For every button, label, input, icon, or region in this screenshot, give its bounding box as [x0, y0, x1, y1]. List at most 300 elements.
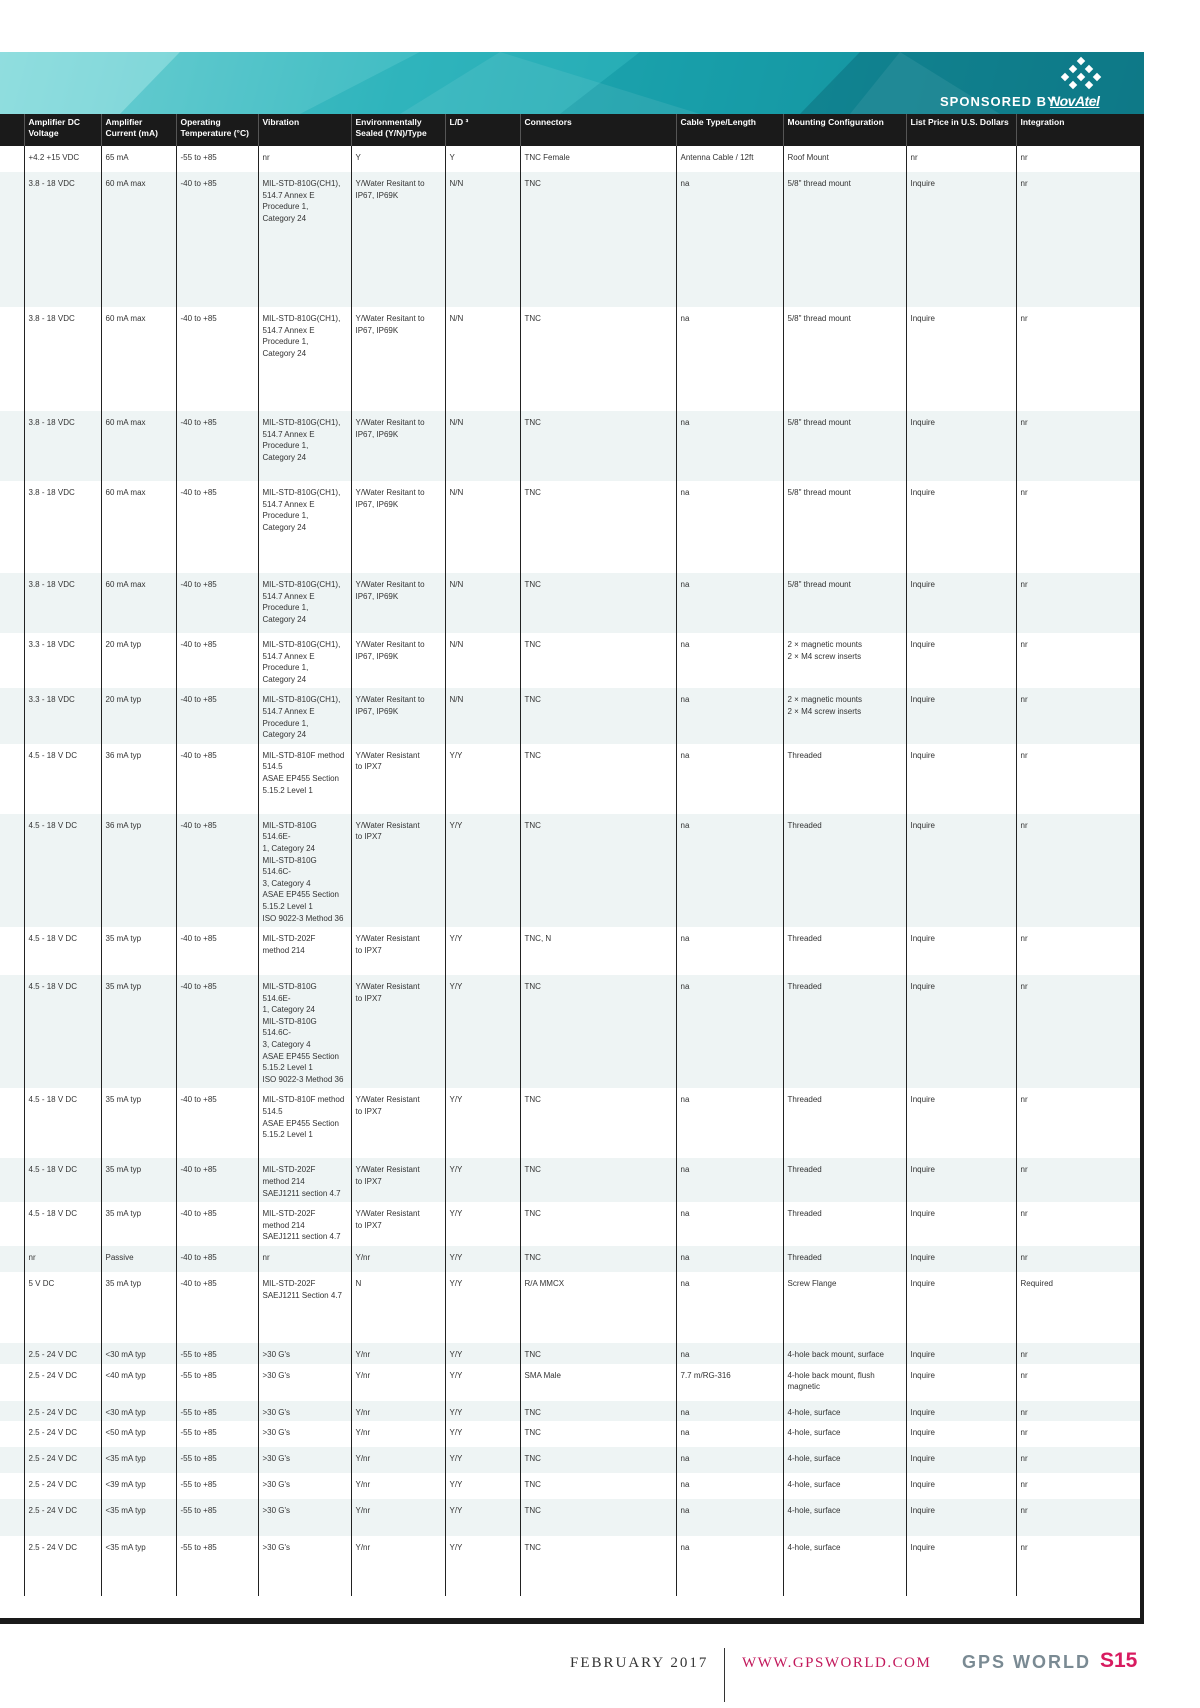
table-cell: Y/Water Resistant to IPX7 — [351, 927, 445, 975]
table-cell — [0, 172, 24, 307]
table-cell: Y/nr — [351, 1536, 445, 1596]
table-row — [0, 1364, 1140, 1401]
table-cell: Y/Water Resitant to IP67, IP69K — [351, 633, 445, 688]
table-cell: Threaded — [783, 927, 906, 975]
table-cell: MIL-STD-810G(CH1), 514.7 Annex E Procedure 1, Category 24 — [258, 688, 351, 743]
table-cell: -40 to +85 — [176, 814, 258, 927]
table-cell: 65 mA — [101, 146, 176, 172]
table-cell: nr — [1016, 1364, 1140, 1401]
table-cell: 4-hole, surface — [783, 1499, 906, 1536]
table-cell: 3.8 - 18 VDC — [24, 481, 101, 573]
table-cell: TNC — [520, 1536, 676, 1596]
table-cell: N/N — [445, 633, 520, 688]
table-cell: Threaded — [783, 1246, 906, 1272]
table-cell: Y/Y — [445, 975, 520, 1088]
table-cell: nr — [1016, 1401, 1140, 1422]
table-cell: Y/nr — [351, 1343, 445, 1364]
table-row — [0, 1343, 1140, 1364]
table-cell: -40 to +85 — [176, 927, 258, 975]
table-cell: TNC — [520, 1246, 676, 1272]
table-cell: 2.5 - 24 V DC — [24, 1473, 101, 1499]
table-cell: 4-hole, surface — [783, 1536, 906, 1596]
table-cell: MIL-STD-810G(CH1), 514.7 Annex E Procedure 1, Category 24 — [258, 481, 351, 573]
table-cell: >30 G's — [258, 1421, 351, 1447]
table-cell: nr — [1016, 146, 1140, 172]
table-cell: 5/8" thread mount — [783, 172, 906, 307]
table-cell: Inquire — [906, 688, 1016, 743]
table-cell: Y/Y — [445, 744, 520, 814]
table-cell: Y/nr — [351, 1401, 445, 1422]
table-cell: nr — [1016, 1088, 1140, 1158]
table-cell: N/N — [445, 688, 520, 743]
table-cell: MIL-STD-202F method 214 — [258, 927, 351, 975]
table-cell: Y/nr — [351, 1499, 445, 1536]
table-cell: TNC — [520, 1447, 676, 1473]
table-cell: nr — [1016, 172, 1140, 307]
table-row — [0, 975, 1140, 1088]
table-cell: SMA Male — [520, 1364, 676, 1401]
table-cell: nr — [1016, 1499, 1140, 1536]
table-cell — [0, 1202, 24, 1246]
table-cell — [0, 1401, 24, 1422]
table-cell: Y/Y — [445, 1447, 520, 1473]
table-cell: 35 mA typ — [101, 1202, 176, 1246]
table-cell — [0, 1421, 24, 1447]
table-cell: MIL-STD-810G(CH1), 514.7 Annex E Procedure 1, Category 24 — [258, 172, 351, 307]
table-cell: Y/Y — [445, 814, 520, 927]
table-cell: Y/Y — [445, 1246, 520, 1272]
table-cell: Inquire — [906, 975, 1016, 1088]
table-cell: Inquire — [906, 1343, 1016, 1364]
table-cell: Y/Y — [445, 1202, 520, 1246]
table-cell: na — [676, 1536, 783, 1596]
table-cell: 5/8" thread mount — [783, 307, 906, 411]
table-cell: 2 × magnetic mounts 2 × M4 screw inserts — [783, 633, 906, 688]
table-cell: Y/nr — [351, 1447, 445, 1473]
table-cell: 4.5 - 18 V DC — [24, 927, 101, 975]
table-cell: 3.3 - 18 VDC — [24, 688, 101, 743]
table-cell: Y/Water Resistant to IPX7 — [351, 1202, 445, 1246]
table-cell: Inquire — [906, 172, 1016, 307]
table-cell: 4-hole, surface — [783, 1401, 906, 1422]
table-cell: Y — [351, 146, 445, 172]
table-cell: 3.8 - 18 VDC — [24, 172, 101, 307]
table-cell: 4.5 - 18 V DC — [24, 1158, 101, 1202]
table-cell: Y/nr — [351, 1473, 445, 1499]
table-cell: Inquire — [906, 1447, 1016, 1473]
table-cell: Inquire — [906, 1158, 1016, 1202]
column-header: List Price in U.S. Dollars — [906, 114, 1016, 146]
table-cell: 4.5 - 18 V DC — [24, 1088, 101, 1158]
table-cell: >30 G's — [258, 1499, 351, 1536]
table-row — [0, 1499, 1140, 1536]
table-cell: -55 to +85 — [176, 1421, 258, 1447]
table-cell: na — [676, 975, 783, 1088]
table-cell: <35 mA typ — [101, 1536, 176, 1596]
table-cell: na — [676, 411, 783, 481]
table-cell: Y/Water Resistant to IPX7 — [351, 1088, 445, 1158]
table-cell: 5/8" thread mount — [783, 481, 906, 573]
table-cell: nr — [1016, 307, 1140, 411]
table-cell: nr — [906, 146, 1016, 172]
table-cell: +4.2 +15 VDC — [24, 146, 101, 172]
table-cell — [0, 1158, 24, 1202]
table-cell: Required — [1016, 1272, 1140, 1343]
table-cell — [0, 1246, 24, 1272]
table-cell: MIL-STD-810F method 514.5 ASAE EP455 Section 5.15.2 Level 1 — [258, 1088, 351, 1158]
table-cell: nr — [258, 146, 351, 172]
table-cell: >30 G's — [258, 1447, 351, 1473]
table-cell: Inquire — [906, 573, 1016, 633]
table-cell: 4.5 - 18 V DC — [24, 814, 101, 927]
table-cell — [0, 744, 24, 814]
table-row — [0, 172, 1140, 307]
table-cell: na — [676, 172, 783, 307]
table-cell: 4-hole, surface — [783, 1473, 906, 1499]
table-cell: -40 to +85 — [176, 1158, 258, 1202]
table-row — [0, 411, 1140, 481]
table-row — [0, 573, 1140, 633]
table-cell: <35 mA typ — [101, 1499, 176, 1536]
table-cell: na — [676, 1447, 783, 1473]
table-cell: nr — [1016, 975, 1140, 1088]
table-cell: Y/Y — [445, 1536, 520, 1596]
table-cell: MIL-STD-810G(CH1), 514.7 Annex E Procedure 1, Category 24 — [258, 307, 351, 411]
table-cell: N/N — [445, 411, 520, 481]
table-cell: TNC — [520, 1421, 676, 1447]
table-cell: na — [676, 814, 783, 927]
table-cell: -40 to +85 — [176, 481, 258, 573]
table-cell: MIL-STD-810F method 514.5 ASAE EP455 Section 5.15.2 Level 1 — [258, 744, 351, 814]
table-cell: na — [676, 927, 783, 975]
table-cell: Y/Y — [445, 1364, 520, 1401]
table-cell: 35 mA typ — [101, 927, 176, 975]
table-cell: nr — [1016, 688, 1140, 743]
table-cell — [0, 1473, 24, 1499]
table-cell: -55 to +85 — [176, 1499, 258, 1536]
table-cell: 35 mA typ — [101, 975, 176, 1088]
table-cell: >30 G's — [258, 1343, 351, 1364]
column-header: Environmentally Sealed (Y/N)/Type — [351, 114, 445, 146]
column-header: Amplifier Current (mA) — [101, 114, 176, 146]
table-cell: Y — [445, 146, 520, 172]
table-cell: nr — [1016, 1158, 1140, 1202]
table-cell — [0, 146, 24, 172]
table-cell: na — [676, 1202, 783, 1246]
table-cell — [0, 1499, 24, 1536]
table-header-row — [0, 114, 1140, 146]
table-cell: TNC — [520, 481, 676, 573]
table-cell: -40 to +85 — [176, 1246, 258, 1272]
table-cell: nr — [1016, 927, 1140, 975]
table-cell: <40 mA typ — [101, 1364, 176, 1401]
table-cell: nr — [1016, 1202, 1140, 1246]
table-cell: 3.3 - 18 VDC — [24, 633, 101, 688]
table-cell: 4.5 - 18 V DC — [24, 744, 101, 814]
table-cell: N — [351, 1272, 445, 1343]
footer-date: FEBRUARY 2017 — [570, 1655, 709, 1671]
table-cell: Y/Y — [445, 1272, 520, 1343]
table-cell: nr — [1016, 481, 1140, 573]
table-cell: -55 to +85 — [176, 1447, 258, 1473]
column-header: Mounting Configuration — [783, 114, 906, 146]
table-cell: 7.7 m/RG-316 — [676, 1364, 783, 1401]
table-cell: Screw Flange — [783, 1272, 906, 1343]
table-cell — [0, 688, 24, 743]
table-cell: >30 G's — [258, 1401, 351, 1422]
table-cell: nr — [1016, 1421, 1140, 1447]
table-cell: Inquire — [906, 744, 1016, 814]
table-cell: 3.8 - 18 VDC — [24, 411, 101, 481]
table-cell: Threaded — [783, 975, 906, 1088]
table-cell: <35 mA typ — [101, 1447, 176, 1473]
table-cell: Inquire — [906, 1088, 1016, 1158]
table-row — [0, 1202, 1140, 1246]
table-row — [0, 1158, 1140, 1202]
table-row — [0, 1447, 1140, 1473]
table-cell — [0, 411, 24, 481]
table-cell: Y/Y — [445, 1343, 520, 1364]
table-cell: TNC, N — [520, 927, 676, 975]
table-cell — [0, 975, 24, 1088]
table-cell: Inquire — [906, 633, 1016, 688]
table-cell: na — [676, 633, 783, 688]
table-cell: nr — [1016, 633, 1140, 688]
table-cell: Threaded — [783, 744, 906, 814]
table-cell: -40 to +85 — [176, 1202, 258, 1246]
table-cell: Y/Water Resistant to IPX7 — [351, 1158, 445, 1202]
spec-table-container — [0, 114, 1144, 1624]
table-cell: nr — [1016, 1473, 1140, 1499]
table-cell: 60 mA max — [101, 172, 176, 307]
table-cell: >30 G's — [258, 1473, 351, 1499]
table-cell: <50 mA typ — [101, 1421, 176, 1447]
table-cell: na — [676, 1272, 783, 1343]
table-row — [0, 927, 1140, 975]
table-body — [0, 146, 1140, 1596]
table-cell: Y/Y — [445, 927, 520, 975]
table-cell: na — [676, 744, 783, 814]
table-cell: Threaded — [783, 1088, 906, 1158]
table-cell: 60 mA max — [101, 307, 176, 411]
table-cell: Inquire — [906, 1536, 1016, 1596]
table-cell: Inquire — [906, 1272, 1016, 1343]
table-cell: TNC — [520, 1499, 676, 1536]
table-cell: 36 mA typ — [101, 814, 176, 927]
table-cell: TNC — [520, 1401, 676, 1422]
table-cell: MIL-STD-202F method 214 SAEJ1211 section 4.7 — [258, 1158, 351, 1202]
table-cell: 5 V DC — [24, 1272, 101, 1343]
table-cell: TNC — [520, 411, 676, 481]
table-cell: Antenna Cable / 12ft — [676, 146, 783, 172]
table-cell: Y/Y — [445, 1088, 520, 1158]
table-cell: -55 to +85 — [176, 1473, 258, 1499]
table-cell: TNC — [520, 573, 676, 633]
table-cell: Inquire — [906, 1364, 1016, 1401]
table-cell: nr — [1016, 1536, 1140, 1596]
table-cell — [0, 633, 24, 688]
table-cell: Inquire — [906, 1421, 1016, 1447]
table-cell: 2.5 - 24 V DC — [24, 1364, 101, 1401]
table-row — [0, 481, 1140, 573]
table-cell: na — [676, 1499, 783, 1536]
table-cell: 20 mA typ — [101, 688, 176, 743]
table-cell: 60 mA max — [101, 481, 176, 573]
table-cell: -40 to +85 — [176, 172, 258, 307]
table-cell: Threaded — [783, 1202, 906, 1246]
table-cell: TNC — [520, 744, 676, 814]
table-row — [0, 307, 1140, 411]
table-cell — [0, 1364, 24, 1401]
table-cell: 2.5 - 24 V DC — [24, 1499, 101, 1536]
table-cell — [0, 1447, 24, 1473]
table-cell: Threaded — [783, 814, 906, 927]
table-cell: 4-hole, surface — [783, 1421, 906, 1447]
table-cell: na — [676, 1473, 783, 1499]
table-cell: na — [676, 1246, 783, 1272]
table-cell: Y/Water Resitant to IP67, IP69K — [351, 411, 445, 481]
table-cell — [0, 814, 24, 927]
table-cell: nr — [24, 1246, 101, 1272]
table-cell: -40 to +85 — [176, 411, 258, 481]
table-cell: TNC — [520, 688, 676, 743]
table-cell: 60 mA max — [101, 573, 176, 633]
table-row — [0, 744, 1140, 814]
table-cell: nr — [1016, 573, 1140, 633]
table-row — [0, 1246, 1140, 1272]
table-cell — [0, 1343, 24, 1364]
table-cell: MIL-STD-810G(CH1), 514.7 Annex E Procedure 1, Category 24 — [258, 573, 351, 633]
column-header: Operating Temperature (°C) — [176, 114, 258, 146]
table-cell: TNC — [520, 172, 676, 307]
table-row — [0, 1473, 1140, 1499]
table-cell — [0, 1272, 24, 1343]
table-cell: 3.8 - 18 VDC — [24, 573, 101, 633]
table-cell: Y/Water Resitant to IP67, IP69K — [351, 688, 445, 743]
table-row — [0, 1401, 1140, 1422]
table-cell: 4-hole back mount, surface — [783, 1343, 906, 1364]
table-cell: Passive — [101, 1246, 176, 1272]
table-cell: na — [676, 1088, 783, 1158]
table-cell: 4.5 - 18 V DC — [24, 1202, 101, 1246]
table-cell: 4-hole, surface — [783, 1447, 906, 1473]
table-cell: N/N — [445, 573, 520, 633]
table-cell: -55 to +85 — [176, 1536, 258, 1596]
table-cell: 5/8" thread mount — [783, 411, 906, 481]
column-header: Integration — [1016, 114, 1140, 146]
table-cell: -40 to +85 — [176, 633, 258, 688]
table-cell: 4-hole back mount, flush magnetic — [783, 1364, 906, 1401]
table-cell: TNC — [520, 1343, 676, 1364]
table-cell: 35 mA typ — [101, 1088, 176, 1158]
table-cell: MIL-STD-202F SAEJ1211 Section 4.7 — [258, 1272, 351, 1343]
table-row — [0, 1536, 1140, 1596]
table-row — [0, 814, 1140, 927]
table-cell: Y/nr — [351, 1246, 445, 1272]
table-cell: Roof Mount — [783, 146, 906, 172]
table-cell: TNC — [520, 814, 676, 927]
column-header — [0, 114, 24, 146]
table-cell: Threaded — [783, 1158, 906, 1202]
table-cell: >30 G's — [258, 1364, 351, 1401]
table-cell: 2.5 - 24 V DC — [24, 1401, 101, 1422]
table-cell: Y/Y — [445, 1158, 520, 1202]
table-cell: na — [676, 481, 783, 573]
table-cell: Inquire — [906, 1246, 1016, 1272]
table-cell: <30 mA typ — [101, 1343, 176, 1364]
table-cell: Inquire — [906, 927, 1016, 975]
table-cell: >30 G's — [258, 1536, 351, 1596]
table-cell: na — [676, 307, 783, 411]
table-cell: -40 to +85 — [176, 1088, 258, 1158]
table-row — [0, 688, 1140, 743]
table-cell: MIL-STD-810G 514.6E- 1, Category 24 MIL-STD-810G 514.6C- 3, Category 4 ASAE EP455 Section 5.15.2 Level 1 ISO 9022-3 Method 36 — [258, 975, 351, 1088]
footer-divider — [724, 1648, 725, 1702]
table-cell: TNC Female — [520, 146, 676, 172]
column-header: Connectors — [520, 114, 676, 146]
column-header: Vibration — [258, 114, 351, 146]
table-cell — [0, 481, 24, 573]
table-cell — [0, 573, 24, 633]
table-cell — [0, 1536, 24, 1596]
column-header: L/D ³ — [445, 114, 520, 146]
table-cell: Y/Water Resitant to IP67, IP69K — [351, 307, 445, 411]
table-cell: nr — [1016, 744, 1140, 814]
table-cell: -40 to +85 — [176, 307, 258, 411]
table-cell: Y/Y — [445, 1473, 520, 1499]
table-row — [0, 1421, 1140, 1447]
table-cell: -55 to +85 — [176, 146, 258, 172]
table-cell: Inquire — [906, 1473, 1016, 1499]
table-cell — [0, 307, 24, 411]
table-cell: 60 mA max — [101, 411, 176, 481]
table-cell: TNC — [520, 975, 676, 1088]
table-cell: 2 × magnetic mounts 2 × M4 screw inserts — [783, 688, 906, 743]
table-cell: MIL-STD-202F method 214 SAEJ1211 section 4.7 — [258, 1202, 351, 1246]
table-cell: Y/Water Resistant to IPX7 — [351, 975, 445, 1088]
table-cell: nr — [1016, 411, 1140, 481]
table-cell: -55 to +85 — [176, 1364, 258, 1401]
table-cell: Inquire — [906, 1202, 1016, 1246]
table-cell: 5/8" thread mount — [783, 573, 906, 633]
sponsored-by-label: SPONSORED BY — [940, 94, 1057, 109]
table-cell: Y/Y — [445, 1499, 520, 1536]
table-cell: -55 to +85 — [176, 1401, 258, 1422]
table-row — [0, 633, 1140, 688]
table-cell: Inquire — [906, 307, 1016, 411]
table-cell: TNC — [520, 1158, 676, 1202]
novatel-logo-text: NovAtel — [1050, 93, 1100, 109]
column-header: Cable Type/Length — [676, 114, 783, 146]
table-cell: Inquire — [906, 481, 1016, 573]
table-cell: TNC — [520, 307, 676, 411]
table-cell: na — [676, 1158, 783, 1202]
spec-table — [0, 114, 1141, 1596]
table-cell: -40 to +85 — [176, 744, 258, 814]
table-cell: na — [676, 573, 783, 633]
table-cell: 35 mA typ — [101, 1272, 176, 1343]
table-cell: na — [676, 1343, 783, 1364]
table-cell: 4.5 - 18 V DC — [24, 975, 101, 1088]
footer-url-link[interactable]: WWW.GPSWORLD.COM — [742, 1655, 932, 1671]
table-cell: MIL-STD-810G 514.6E- 1, Category 24 MIL-STD-810G 514.6C- 3, Category 4 ASAE EP455 Section 5.15.2 Level 1 ISO 9022-3 Method 36 — [258, 814, 351, 927]
table-cell: -40 to +85 — [176, 573, 258, 633]
table-cell: 2.5 - 24 V DC — [24, 1536, 101, 1596]
table-cell: TNC — [520, 1202, 676, 1246]
table-cell: N/N — [445, 307, 520, 411]
table-cell: Y/Water Resitant to IP67, IP69K — [351, 481, 445, 573]
column-header: Amplifier DC Voltage — [24, 114, 101, 146]
